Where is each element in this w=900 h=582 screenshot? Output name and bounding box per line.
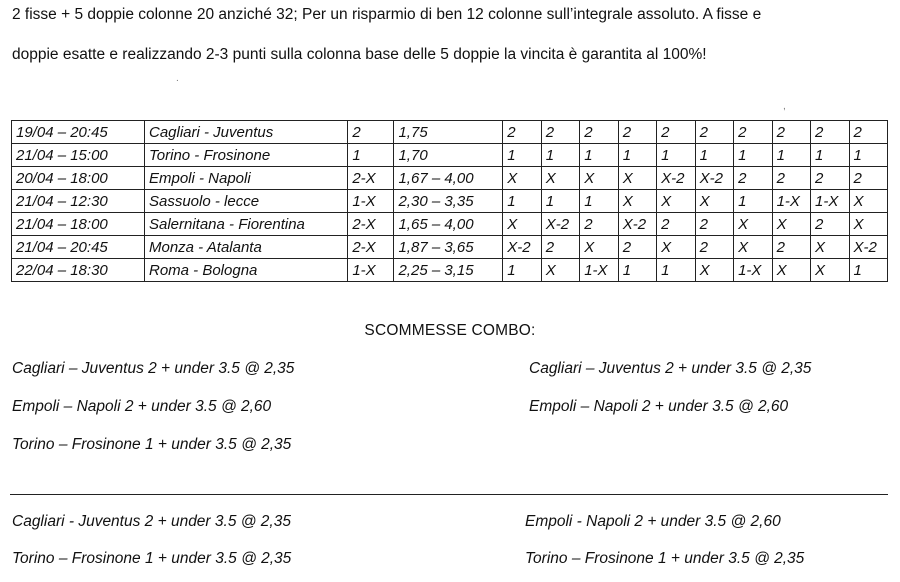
column-prediction: 2 bbox=[734, 121, 772, 144]
base-prediction: 2 bbox=[348, 121, 394, 144]
column-prediction: X bbox=[618, 190, 656, 213]
column-prediction: 1-X bbox=[734, 259, 772, 282]
match-teams: Torino - Frosinone bbox=[144, 144, 347, 167]
column-prediction: 2 bbox=[772, 121, 810, 144]
column-prediction: 1 bbox=[734, 144, 772, 167]
column-prediction: 1 bbox=[734, 190, 772, 213]
betting-schedule-table bbox=[11, 120, 888, 282]
column-prediction: X bbox=[772, 259, 810, 282]
column-prediction: 1 bbox=[618, 259, 656, 282]
column-prediction: X-2 bbox=[541, 213, 579, 236]
column-prediction: 1 bbox=[503, 144, 541, 167]
column-prediction: X bbox=[734, 236, 772, 259]
base-prediction: 2-X bbox=[348, 213, 394, 236]
column-prediction: 1-X bbox=[772, 190, 810, 213]
match-odds: 1,75 bbox=[394, 121, 503, 144]
column-prediction: 1 bbox=[503, 190, 541, 213]
column-prediction: X bbox=[734, 213, 772, 236]
column-prediction: X bbox=[695, 190, 733, 213]
column-prediction: 1 bbox=[772, 144, 810, 167]
column-prediction: X bbox=[541, 259, 579, 282]
base-prediction: 2-X bbox=[348, 167, 394, 190]
section-divider bbox=[10, 494, 888, 495]
scan-speck: , bbox=[783, 101, 786, 112]
column-prediction: 1 bbox=[541, 190, 579, 213]
column-prediction: 1 bbox=[811, 144, 849, 167]
column-prediction: 2 bbox=[580, 121, 618, 144]
column-prediction: 2 bbox=[580, 213, 618, 236]
match-teams: Roma - Bologna bbox=[144, 259, 347, 282]
column-prediction: X-2 bbox=[618, 213, 656, 236]
column-prediction: 2 bbox=[734, 167, 772, 190]
column-prediction: 1 bbox=[541, 144, 579, 167]
match-odds: 1,67 – 4,00 bbox=[394, 167, 503, 190]
column-prediction: 2 bbox=[811, 167, 849, 190]
match-row bbox=[12, 121, 888, 144]
column-prediction: 2 bbox=[541, 121, 579, 144]
bottom-bet-left-2: Torino – Frosinone 1 + under 3.5 @ 2,35 bbox=[12, 550, 292, 567]
column-prediction: 1 bbox=[849, 144, 888, 167]
column-prediction: 1 bbox=[580, 144, 618, 167]
match-datetime: 21/04 – 20:45 bbox=[12, 236, 145, 259]
column-prediction: 2 bbox=[657, 213, 695, 236]
column-prediction: X-2 bbox=[695, 167, 733, 190]
match-teams: Salernitana - Fiorentina bbox=[144, 213, 347, 236]
column-prediction: 1 bbox=[695, 144, 733, 167]
column-prediction: X bbox=[618, 167, 656, 190]
column-prediction: 1 bbox=[503, 259, 541, 282]
column-prediction: 2 bbox=[618, 121, 656, 144]
column-prediction: X bbox=[503, 167, 541, 190]
column-prediction: 2 bbox=[849, 121, 888, 144]
match-datetime: 21/04 – 18:00 bbox=[12, 213, 145, 236]
combo-bet-left-3: Torino – Frosinone 1 + under 3.5 @ 2,35 bbox=[12, 436, 292, 453]
column-prediction: 1-X bbox=[811, 190, 849, 213]
match-teams: Sassuolo - lecce bbox=[144, 190, 347, 213]
column-prediction: X-2 bbox=[503, 236, 541, 259]
combo-bet-right-2: Empoli – Napoli 2 + under 3.5 @ 2,60 bbox=[529, 398, 789, 415]
column-prediction: X bbox=[695, 259, 733, 282]
column-prediction: X bbox=[580, 167, 618, 190]
match-odds: 1,70 bbox=[394, 144, 503, 167]
column-prediction: X bbox=[657, 236, 695, 259]
base-prediction: 1 bbox=[348, 144, 394, 167]
column-prediction: 2 bbox=[695, 121, 733, 144]
column-prediction: X bbox=[580, 236, 618, 259]
column-prediction: 2 bbox=[811, 121, 849, 144]
column-prediction: 2 bbox=[618, 236, 656, 259]
column-prediction: X bbox=[811, 236, 849, 259]
column-prediction: X bbox=[541, 167, 579, 190]
column-prediction: X bbox=[657, 190, 695, 213]
bottom-bet-right-2: Torino – Frosinone 1 + under 3.5 @ 2,35 bbox=[525, 550, 805, 567]
match-datetime: 20/04 – 18:00 bbox=[12, 167, 145, 190]
match-row bbox=[12, 236, 888, 259]
column-prediction: X bbox=[849, 190, 888, 213]
column-prediction: 2 bbox=[695, 213, 733, 236]
match-row bbox=[12, 190, 888, 213]
scan-speck: . bbox=[176, 73, 179, 84]
match-datetime: 21/04 – 15:00 bbox=[12, 144, 145, 167]
match-teams: Empoli - Napoli bbox=[144, 167, 347, 190]
column-prediction: X bbox=[811, 259, 849, 282]
match-datetime: 22/04 – 18:30 bbox=[12, 259, 145, 282]
column-prediction: X bbox=[503, 213, 541, 236]
bottom-bet-right-1: Empoli - Napoli 2 + under 3.5 @ 2,60 bbox=[525, 513, 781, 530]
column-prediction: 1 bbox=[849, 259, 888, 282]
combo-bet-left-1: Cagliari – Juventus 2 + under 3.5 @ 2,35 bbox=[12, 360, 295, 377]
match-odds: 1,65 – 4,00 bbox=[394, 213, 503, 236]
column-prediction: 2 bbox=[657, 121, 695, 144]
column-prediction: X bbox=[849, 213, 888, 236]
column-prediction: 1 bbox=[618, 144, 656, 167]
base-prediction: 1-X bbox=[348, 259, 394, 282]
match-datetime: 21/04 – 12:30 bbox=[12, 190, 145, 213]
match-row bbox=[12, 213, 888, 236]
column-prediction: 1 bbox=[657, 259, 695, 282]
column-prediction: 1 bbox=[580, 190, 618, 213]
column-prediction: 2 bbox=[772, 167, 810, 190]
base-prediction: 2-X bbox=[348, 236, 394, 259]
combo-title: SCOMMESSE COMBO: bbox=[364, 322, 536, 339]
match-row bbox=[12, 259, 888, 282]
match-odds: 2,25 – 3,15 bbox=[394, 259, 503, 282]
column-prediction: 2 bbox=[541, 236, 579, 259]
match-odds: 1,87 – 3,65 bbox=[394, 236, 503, 259]
column-prediction: X-2 bbox=[657, 167, 695, 190]
match-row bbox=[12, 144, 888, 167]
column-prediction: 1-X bbox=[580, 259, 618, 282]
combo-bet-right-1: Cagliari – Juventus 2 + under 3.5 @ 2,35 bbox=[529, 360, 812, 377]
column-prediction: 2 bbox=[695, 236, 733, 259]
column-prediction: 1 bbox=[657, 144, 695, 167]
column-prediction: 2 bbox=[503, 121, 541, 144]
match-teams: Cagliari - Juventus bbox=[144, 121, 347, 144]
match-datetime: 19/04 – 20:45 bbox=[12, 121, 145, 144]
bottom-bet-left-1: Cagliari - Juventus 2 + under 3.5 @ 2,35 bbox=[12, 513, 291, 530]
base-prediction: 1-X bbox=[348, 190, 394, 213]
column-prediction: 2 bbox=[849, 167, 888, 190]
column-prediction: X-2 bbox=[849, 236, 888, 259]
intro-line-2: doppie esatte e realizzando 2-3 punti sulla colonna base delle 5 doppie la vincita è garantita al 100%! bbox=[12, 46, 707, 63]
column-prediction: 2 bbox=[772, 236, 810, 259]
combo-bet-left-2: Empoli – Napoli 2 + under 3.5 @ 2,60 bbox=[12, 398, 272, 415]
match-row bbox=[12, 167, 888, 190]
match-teams: Monza - Atalanta bbox=[144, 236, 347, 259]
column-prediction: 2 bbox=[811, 213, 849, 236]
column-prediction: X bbox=[772, 213, 810, 236]
match-odds: 2,30 – 3,35 bbox=[394, 190, 503, 213]
intro-line-1: 2 fisse + 5 doppie colonne 20 anziché 32; Per un risparmio di ben 12 colonne sull’integrale assoluto. A fisse e bbox=[12, 6, 762, 23]
